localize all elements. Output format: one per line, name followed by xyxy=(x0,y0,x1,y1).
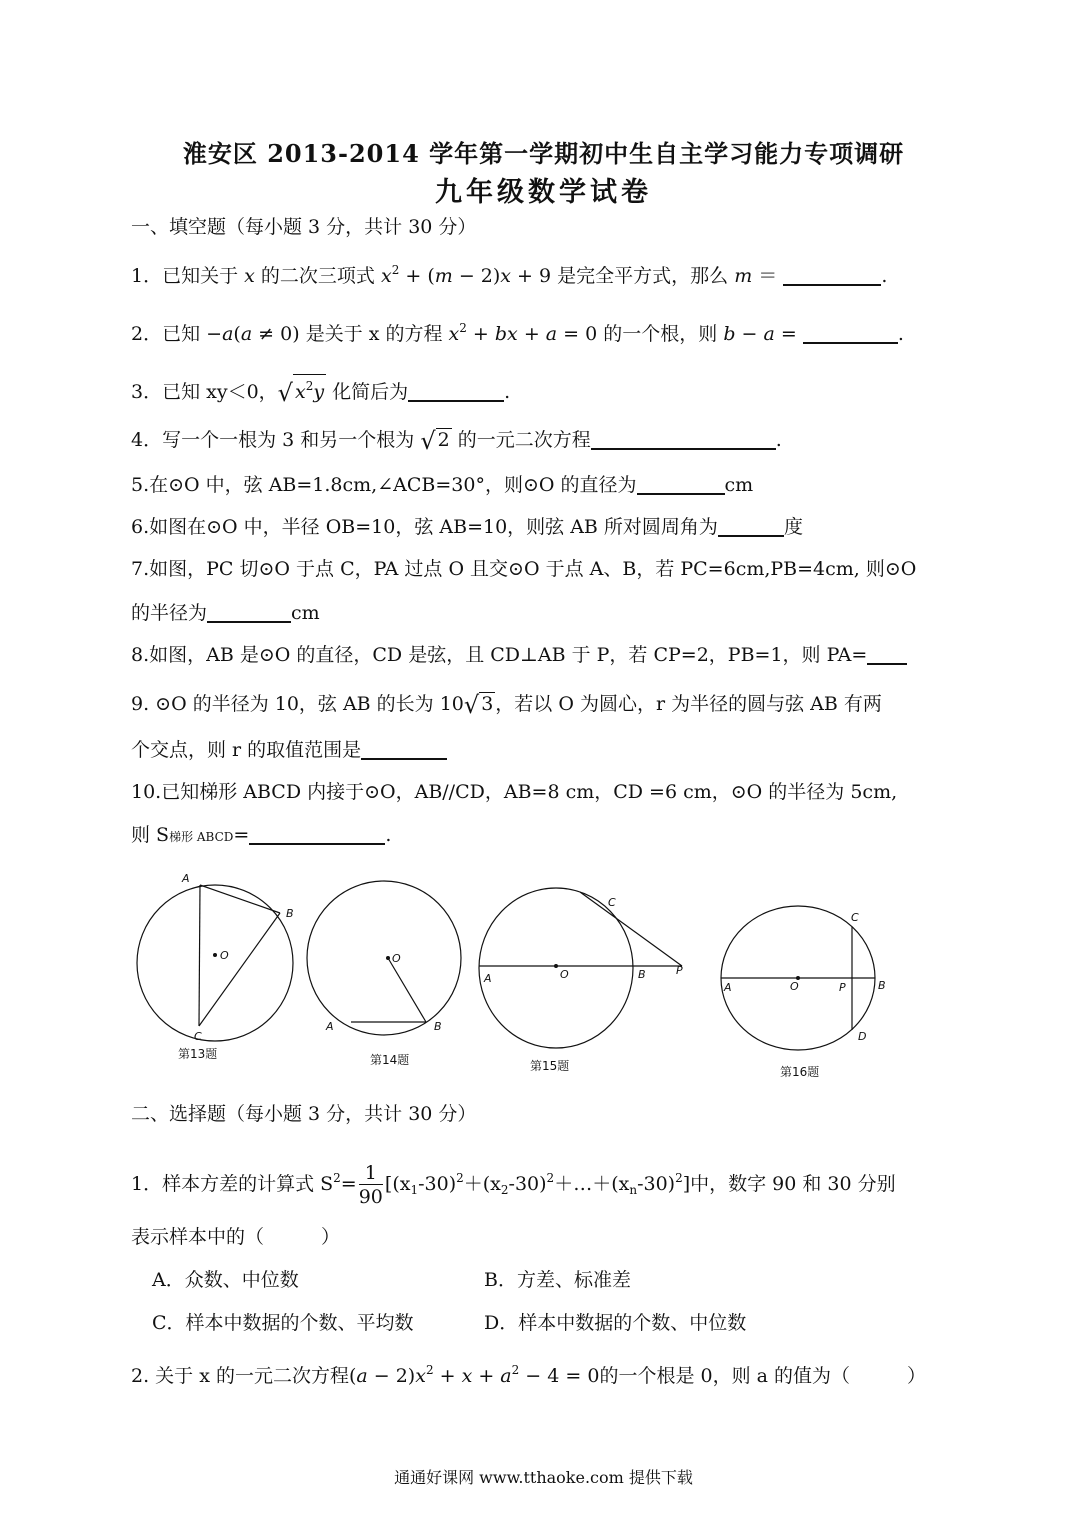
q10-fill: 10.已知梯形 ABCD 内接于⊙O，AB//CD，AB=8 cm，CD =6 cm，⊙O 的半径为 5cm, xyxy=(131,781,898,803)
mc-q1-line2: 表示样本中的（ ） xyxy=(131,1226,341,1248)
q5-fill: 5.在⊙O 中，弦 AB=1.8cm,∠ACB=30°，则⊙O 的直径为 cm xyxy=(131,474,754,496)
q4-fill: 4．写一个一根为 3 和另一个根为 √ 2 的一元二次方程 . xyxy=(131,427,782,455)
q9-fill: 9. ⊙O 的半径为 10，弦 AB 的长为 10√ 3 ，若以 O 为圆心，r 为半径的圆与弦 AB 有两 xyxy=(131,691,882,719)
fig13-chord-BC xyxy=(199,913,280,1026)
geometry-figures xyxy=(120,860,920,1090)
fig15-label-P: P xyxy=(676,964,683,977)
answer-blank xyxy=(249,823,385,845)
q1-fill: 1．已知关于 x 的二次三项式 $x^2 + (m - 2)x + 9$ 是完全平方式，那么 m ＝ . xyxy=(131,263,888,287)
mc-q1-option-c: C．样本中数据的个数、平均数 xyxy=(152,1312,414,1334)
answer-blank xyxy=(718,515,784,537)
fig15-tangent-PC xyxy=(580,892,682,966)
answer-blank xyxy=(408,380,504,402)
answer-blank xyxy=(867,643,907,665)
fig14-radius-OB xyxy=(388,958,426,1022)
fig13-label-A: A xyxy=(182,872,190,885)
fig13-chord-AC xyxy=(199,885,200,1026)
fig15-caption: 第15题 xyxy=(530,1059,570,1073)
answer-blank xyxy=(361,738,447,760)
mc-q1: 1．样本方差的计算式 $S^2=$ $\frac{1}{90}$ $[(x_1-30)^2+(x_2-30)^2+\dots+(x_n-30)^2]$中，数字 90 和 30 分别 xyxy=(131,1161,896,1208)
q9-fill-line2: 个交点，则 r 的取值范围是 xyxy=(131,738,447,762)
page-title: 淮安区 2013-2014 学年第一学期初中生自主学习能力专项调研 xyxy=(182,139,905,168)
fig15-label-O: O xyxy=(560,968,569,981)
mc-q2: 2. 关于 x 的一元二次方程$(a - 2)x^2 + x + a^2 - 4 = 0$的一个根是 0，则 a 的值为（ ） xyxy=(131,1363,926,1387)
fig14-caption: 第14题 xyxy=(370,1053,410,1067)
fig16-label-C: C xyxy=(851,911,859,924)
q3-fill: 3．已知 xy＜0，√ $x^2y$ 化简后为 . xyxy=(131,374,510,405)
fig13-circle xyxy=(137,885,293,1041)
mc-q1-option-b: B．方差、标准差 xyxy=(484,1269,631,1291)
q2-fill: 2．已知 −a(a ≠ 0) 是关于 x 的方程 $x^2$ + bx + a = 0 的一个根，则 b − a = . xyxy=(131,321,904,345)
fig15-label-C: C xyxy=(608,896,616,909)
fig15-label-A: A xyxy=(484,972,492,985)
fig14-circle xyxy=(307,881,461,1035)
mc-q1-option-a: A．众数、中位数 xyxy=(152,1269,299,1291)
answer-blank xyxy=(803,322,898,344)
section1-heading: 一、填空题（每小题 3 分，共计 30 分） xyxy=(131,216,477,238)
fig14-label-O: O xyxy=(392,952,401,965)
fig14-label-A: A xyxy=(326,1020,334,1033)
fig16-label-O: O xyxy=(790,980,799,993)
footer-credit: 通通好课网 www.tthaoke.com 提供下载 xyxy=(394,1468,693,1487)
fig16-label-P: P xyxy=(839,981,846,994)
fig13-label-O: O xyxy=(220,949,229,962)
answer-blank xyxy=(637,473,725,495)
fig14-label-B: B xyxy=(434,1020,442,1033)
fraction: $\frac{1}{90}$ xyxy=(358,1161,383,1208)
fig13-label-B: B xyxy=(286,907,294,920)
q7-fill-line2: 的半径为 cm xyxy=(131,602,320,624)
fig13-label-C: C xyxy=(194,1030,202,1043)
fig16-label-D: D xyxy=(858,1030,867,1043)
q7-fill: 7.如图，PC 切⊙O 于点 C，PA 过点 O 且交⊙O 于点 A、B，若 PC=6cm,PB=4cm, 则⊙O xyxy=(131,558,917,580)
answer-blank xyxy=(207,601,291,623)
answer-blank xyxy=(591,428,776,450)
q8-fill: 8.如图，AB 是⊙O 的直径，CD 是弦，且 CD⊥AB 于 P，若 CP=2，PB=1，则 PA= xyxy=(131,643,907,667)
fig16-label-B: B xyxy=(878,979,886,992)
answer-blank xyxy=(783,264,881,286)
mc-q1-option-d: D．样本中数据的个数、中位数 xyxy=(484,1312,747,1334)
fig16-caption: 第16题 xyxy=(780,1065,820,1079)
q10-fill-line2: 则 S梯形 ABCD= . xyxy=(131,824,392,846)
section2-heading: 二、选择题（每小题 3 分，共计 30 分） xyxy=(131,1103,477,1125)
fig13-caption: 第13题 xyxy=(178,1047,218,1061)
fig16-label-A: A xyxy=(724,981,732,994)
page-subtitle: 九年级数学试卷 xyxy=(435,177,652,208)
q6-fill: 6.如图在⊙O 中，半径 OB=10，弦 AB=10，则弦 AB 所对圆周角为 度 xyxy=(131,516,803,538)
fig15-label-B: B xyxy=(638,968,646,981)
